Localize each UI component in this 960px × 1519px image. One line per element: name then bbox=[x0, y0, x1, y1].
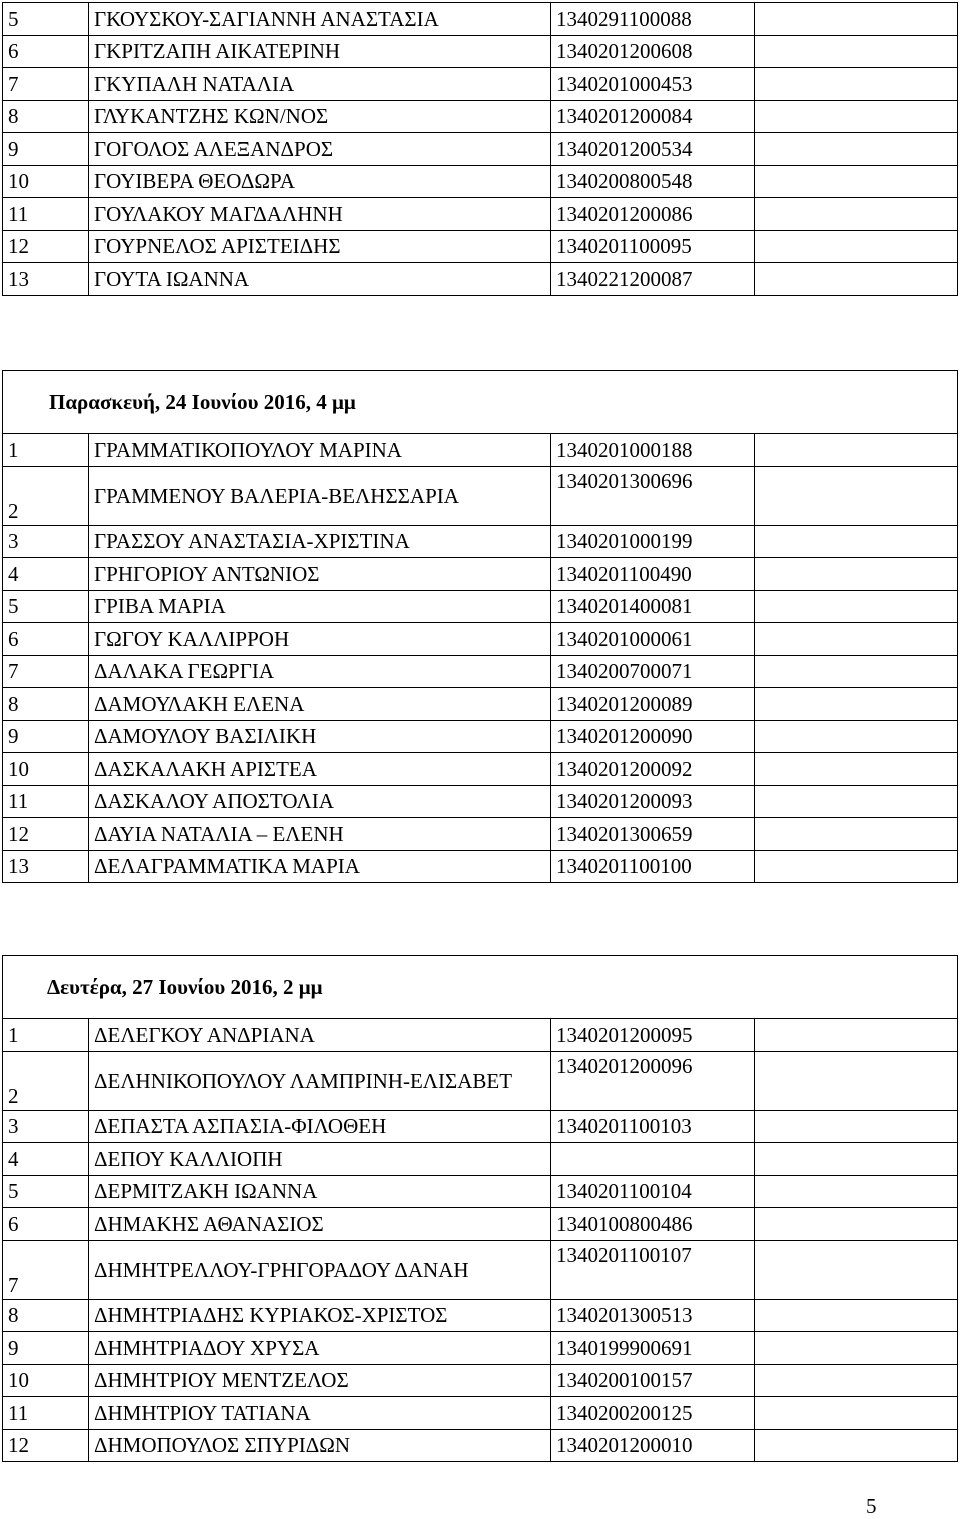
student-name: ΔΗΜΗΤΡΙΟΥ ΜΕΝΤΖΕΛΟΣ bbox=[89, 1364, 551, 1397]
registration-number: 1340291100088 bbox=[551, 3, 755, 36]
student-name: ΔΕΛΗΝΙΚΟΠΟΥΛΟΥ ΛΑΜΠΡΙΝΗ-ΕΛΙΣΑΒΕΤ bbox=[89, 1051, 551, 1110]
empty-cell bbox=[755, 753, 958, 786]
row-number: 12 bbox=[3, 1429, 89, 1462]
row-number: 8 bbox=[3, 100, 89, 133]
table-row bbox=[3, 68, 958, 101]
table-row bbox=[3, 1051, 958, 1110]
student-name: ΔΗΜΟΠΟΥΛΟΣ ΣΠΥΡΙΔΩΝ bbox=[89, 1429, 551, 1462]
empty-cell bbox=[755, 1019, 958, 1052]
student-name: ΓΛΥΚΑΝΤΖΗΣ ΚΩΝ/ΝΟΣ bbox=[89, 100, 551, 133]
empty-cell bbox=[755, 3, 958, 36]
registration-number: 1340201400081 bbox=[551, 590, 755, 623]
row-number: 6 bbox=[3, 1208, 89, 1241]
student-name: ΓΟΥΙΒΕΡΑ ΘΕΟΔΩΡΑ bbox=[89, 165, 551, 198]
empty-cell bbox=[755, 785, 958, 818]
registration-number: 1340201000453 bbox=[551, 68, 755, 101]
student-name: ΔΗΜΗΤΡΕΛΛΟΥ-ΓΡΗΓΟΡΑΔΟΥ ΔΑΝΑΗ bbox=[89, 1240, 551, 1299]
registration-number: 1340201200092 bbox=[551, 753, 755, 786]
table-row bbox=[3, 100, 958, 133]
registration-number: 1340201300659 bbox=[551, 818, 755, 851]
section-monday bbox=[2, 955, 957, 1462]
table-row bbox=[3, 1208, 958, 1241]
page-number: 5 bbox=[866, 1494, 877, 1518]
student-name: ΔΑΛΑΚΑ ΓΕΩΡΓΙΑ bbox=[89, 655, 551, 688]
student-name: ΓΡΗΓΟΡΙΟΥ ΑΝΤΩΝΙΟΣ bbox=[89, 558, 551, 591]
empty-cell bbox=[755, 1240, 958, 1299]
registration-number: 1340200100157 bbox=[551, 1364, 755, 1397]
empty-cell bbox=[755, 558, 958, 591]
student-name: ΓΚΡΙΤΖΑΠΗ ΑΙΚΑΤΕΡΙΝΗ bbox=[89, 35, 551, 68]
empty-cell bbox=[755, 165, 958, 198]
registration-number: 1340201200534 bbox=[551, 133, 755, 166]
table-row bbox=[3, 133, 958, 166]
empty-cell bbox=[755, 434, 958, 467]
student-name: ΔΗΜΗΤΡΙΟΥ ΤΑΤΙΑΝΑ bbox=[89, 1397, 551, 1430]
table-row bbox=[3, 590, 958, 623]
row-number: 4 bbox=[3, 1143, 89, 1176]
table-row bbox=[3, 623, 958, 656]
session-header: Δευτέρα, 27 Ιουνίου 2016, 2 μμ bbox=[3, 956, 958, 1019]
student-name: ΓΩΓΟΥ ΚΑΛΛΙΡΡΟΗ bbox=[89, 623, 551, 656]
empty-cell bbox=[755, 850, 958, 883]
row-number: 3 bbox=[3, 525, 89, 558]
student-name: ΔΑΣΚΑΛΑΚΗ ΑΡΙΣΤΕΑ bbox=[89, 753, 551, 786]
empty-cell bbox=[755, 1051, 958, 1110]
table-row bbox=[3, 688, 958, 721]
empty-cell bbox=[755, 818, 958, 851]
student-name: ΓΡΙΒΑ ΜΑΡΙΑ bbox=[89, 590, 551, 623]
registration-number: 1340201200095 bbox=[551, 1019, 755, 1052]
table-row bbox=[3, 1143, 958, 1176]
row-number: 10 bbox=[3, 1364, 89, 1397]
row-number: 8 bbox=[3, 1299, 89, 1332]
registration-number: 1340201200608 bbox=[551, 35, 755, 68]
row-number: 7 bbox=[3, 655, 89, 688]
empty-cell bbox=[755, 1332, 958, 1365]
session-header-row bbox=[3, 371, 958, 434]
registration-number: 1340201100103 bbox=[551, 1110, 755, 1143]
student-name: ΔΑΣΚΑΛΟΥ ΑΠΟΣΤΟΛΙΑ bbox=[89, 785, 551, 818]
table-row bbox=[3, 35, 958, 68]
empty-cell bbox=[755, 263, 958, 296]
registration-number: 1340201200093 bbox=[551, 785, 755, 818]
empty-cell bbox=[755, 1143, 958, 1176]
row-number: 1 bbox=[3, 1019, 89, 1052]
roster-table-top bbox=[2, 2, 958, 296]
row-number: 5 bbox=[3, 1175, 89, 1208]
registration-number: 1340201100490 bbox=[551, 558, 755, 591]
row-number: 11 bbox=[3, 785, 89, 818]
row-number: 6 bbox=[3, 35, 89, 68]
empty-cell bbox=[755, 1208, 958, 1241]
empty-cell bbox=[755, 525, 958, 558]
student-name: ΔΑΥΙΑ ΝΑΤΑΛΙΑ – ΕΛΕΝΗ bbox=[89, 818, 551, 851]
row-number: 12 bbox=[3, 818, 89, 851]
table-row bbox=[3, 850, 958, 883]
registration-number: 1340200800548 bbox=[551, 165, 755, 198]
student-name: ΓΟΥΤΑ ΙΩΑΝΝΑ bbox=[89, 263, 551, 296]
empty-cell bbox=[755, 35, 958, 68]
student-name: ΔΕΠΑΣΤΑ ΑΣΠΑΣΙΑ-ΦΙΛΟΘΕΗ bbox=[89, 1110, 551, 1143]
empty-cell bbox=[755, 466, 958, 525]
roster-table-monday bbox=[2, 955, 958, 1462]
session-header-row bbox=[3, 956, 958, 1019]
table-row bbox=[3, 720, 958, 753]
row-number: 4 bbox=[3, 558, 89, 591]
table-row bbox=[3, 3, 958, 36]
row-number: 9 bbox=[3, 720, 89, 753]
section-top bbox=[2, 2, 957, 296]
row-number: 10 bbox=[3, 165, 89, 198]
row-number: 13 bbox=[3, 263, 89, 296]
row-number: 6 bbox=[3, 623, 89, 656]
empty-cell bbox=[755, 198, 958, 231]
table-row bbox=[3, 466, 958, 525]
row-number: 12 bbox=[3, 230, 89, 263]
table-row bbox=[3, 263, 958, 296]
registration-number: 1340201200010 bbox=[551, 1429, 755, 1462]
table-row bbox=[3, 655, 958, 688]
registration-number: 1340100800486 bbox=[551, 1208, 755, 1241]
registration-number: 1340201200089 bbox=[551, 688, 755, 721]
row-number: 5 bbox=[3, 590, 89, 623]
empty-cell bbox=[755, 655, 958, 688]
table-row bbox=[3, 198, 958, 231]
section-friday bbox=[2, 370, 957, 883]
student-name: ΓΡΑΜΜΕΝΟΥ ΒΑΛΕΡΙΑ-ΒΕΛΗΣΣΑΡΙΑ bbox=[89, 466, 551, 525]
empty-cell bbox=[755, 590, 958, 623]
empty-cell bbox=[755, 1299, 958, 1332]
table-row bbox=[3, 1175, 958, 1208]
row-number: 2 bbox=[3, 466, 89, 525]
student-name: ΔΑΜΟΥΛΟΥ ΒΑΣΙΛΙΚΗ bbox=[89, 720, 551, 753]
student-name: ΓΚΟΥΣΚΟΥ-ΣΑΓΙΑΝΝΗ ΑΝΑΣΤΑΣΙΑ bbox=[89, 3, 551, 36]
empty-cell bbox=[755, 1397, 958, 1430]
table-row bbox=[3, 1364, 958, 1397]
roster-table-friday bbox=[2, 370, 958, 883]
registration-number: 1340201100104 bbox=[551, 1175, 755, 1208]
empty-cell bbox=[755, 1429, 958, 1462]
row-number: 9 bbox=[3, 1332, 89, 1365]
table-row bbox=[3, 785, 958, 818]
table-row bbox=[3, 1397, 958, 1430]
row-number: 9 bbox=[3, 133, 89, 166]
student-name: ΔΗΜΑΚΗΣ ΑΘΑΝΑΣΙΟΣ bbox=[89, 1208, 551, 1241]
registration-number: 1340201200090 bbox=[551, 720, 755, 753]
table-row bbox=[3, 525, 958, 558]
registration-number: 1340199900691 bbox=[551, 1332, 755, 1365]
student-name: ΓΟΥΡΝΕΛΟΣ ΑΡΙΣΤΕΙΔΗΣ bbox=[89, 230, 551, 263]
empty-cell bbox=[755, 1364, 958, 1397]
empty-cell bbox=[755, 623, 958, 656]
row-number: 8 bbox=[3, 688, 89, 721]
student-name: ΓΚΥΠΑΛΗ ΝΑΤΑΛΙΑ bbox=[89, 68, 551, 101]
table-row bbox=[3, 1332, 958, 1365]
row-number: 11 bbox=[3, 198, 89, 231]
table-row bbox=[3, 1429, 958, 1462]
empty-cell bbox=[755, 1110, 958, 1143]
row-number: 13 bbox=[3, 850, 89, 883]
empty-cell bbox=[755, 1175, 958, 1208]
registration-number: 1340201300696 bbox=[551, 466, 755, 525]
row-number: 3 bbox=[3, 1110, 89, 1143]
registration-number: 1340201300513 bbox=[551, 1299, 755, 1332]
session-header: Παρασκευή, 24 Ιουνίου 2016, 4 μμ bbox=[3, 371, 958, 434]
table-row bbox=[3, 434, 958, 467]
registration-number: 1340200200125 bbox=[551, 1397, 755, 1430]
empty-cell bbox=[755, 100, 958, 133]
row-number: 7 bbox=[3, 68, 89, 101]
registration-number: 1340201100095 bbox=[551, 230, 755, 263]
empty-cell bbox=[755, 68, 958, 101]
table-row bbox=[3, 1019, 958, 1052]
row-number: 11 bbox=[3, 1397, 89, 1430]
table-row bbox=[3, 753, 958, 786]
student-name: ΔΕΛΑΓΡΑΜΜΑΤΙΚΑ ΜΑΡΙΑ bbox=[89, 850, 551, 883]
row-number: 2 bbox=[3, 1051, 89, 1110]
student-name: ΔΕΛΕΓΚΟΥ ΑΝΔΡΙΑΝΑ bbox=[89, 1019, 551, 1052]
student-name: ΔΕΡΜΙΤΖΑΚΗ ΙΩΑΝΝΑ bbox=[89, 1175, 551, 1208]
registration-number: 1340201000199 bbox=[551, 525, 755, 558]
table-row bbox=[3, 1299, 958, 1332]
empty-cell bbox=[755, 133, 958, 166]
student-name: ΓΟΥΛΑΚΟΥ ΜΑΓΔΑΛΗΝΗ bbox=[89, 198, 551, 231]
registration-number: 1340201000061 bbox=[551, 623, 755, 656]
student-name: ΔΑΜΟΥΛΑΚΗ ΕΛΕΝΑ bbox=[89, 688, 551, 721]
table-row bbox=[3, 818, 958, 851]
registration-number: 1340201200096 bbox=[551, 1051, 755, 1110]
table-row bbox=[3, 558, 958, 591]
empty-cell bbox=[755, 230, 958, 263]
registration-number: 1340201200086 bbox=[551, 198, 755, 231]
table-row bbox=[3, 230, 958, 263]
student-name: ΔΗΜΗΤΡΙΑΔΗΣ ΚΥΡΙΑΚΟΣ-ΧΡΙΣΤΟΣ bbox=[89, 1299, 551, 1332]
registration-number: 1340201100107 bbox=[551, 1240, 755, 1299]
table-row bbox=[3, 1110, 958, 1143]
student-name: ΔΗΜΗΤΡΙΑΔΟΥ ΧΡΥΣΑ bbox=[89, 1332, 551, 1365]
registration-number: 1340201000188 bbox=[551, 434, 755, 467]
row-number: 5 bbox=[3, 3, 89, 36]
student-name: ΓΡΑΣΣΟΥ ΑΝΑΣΤΑΣΙΑ-ΧΡΙΣΤΙΝΑ bbox=[89, 525, 551, 558]
table-row bbox=[3, 165, 958, 198]
registration-number: 1340200700071 bbox=[551, 655, 755, 688]
empty-cell bbox=[755, 688, 958, 721]
registration-number: 1340201200084 bbox=[551, 100, 755, 133]
registration-number: 1340201100100 bbox=[551, 850, 755, 883]
student-name: ΓΟΓΟΛΟΣ ΑΛΕΞΑΝΔΡΟΣ bbox=[89, 133, 551, 166]
student-name: ΓΡΑΜΜΑΤΙΚΟΠΟΥΛΟΥ ΜΑΡΙΝΑ bbox=[89, 434, 551, 467]
student-name: ΔΕΠΟΥ ΚΑΛΛΙΟΠΗ bbox=[89, 1143, 551, 1176]
row-number: 10 bbox=[3, 753, 89, 786]
empty-cell bbox=[755, 720, 958, 753]
row-number: 7 bbox=[3, 1240, 89, 1299]
registration-number: 1340221200087 bbox=[551, 263, 755, 296]
registration-number bbox=[551, 1143, 755, 1176]
row-number: 1 bbox=[3, 434, 89, 467]
table-row bbox=[3, 1240, 958, 1299]
